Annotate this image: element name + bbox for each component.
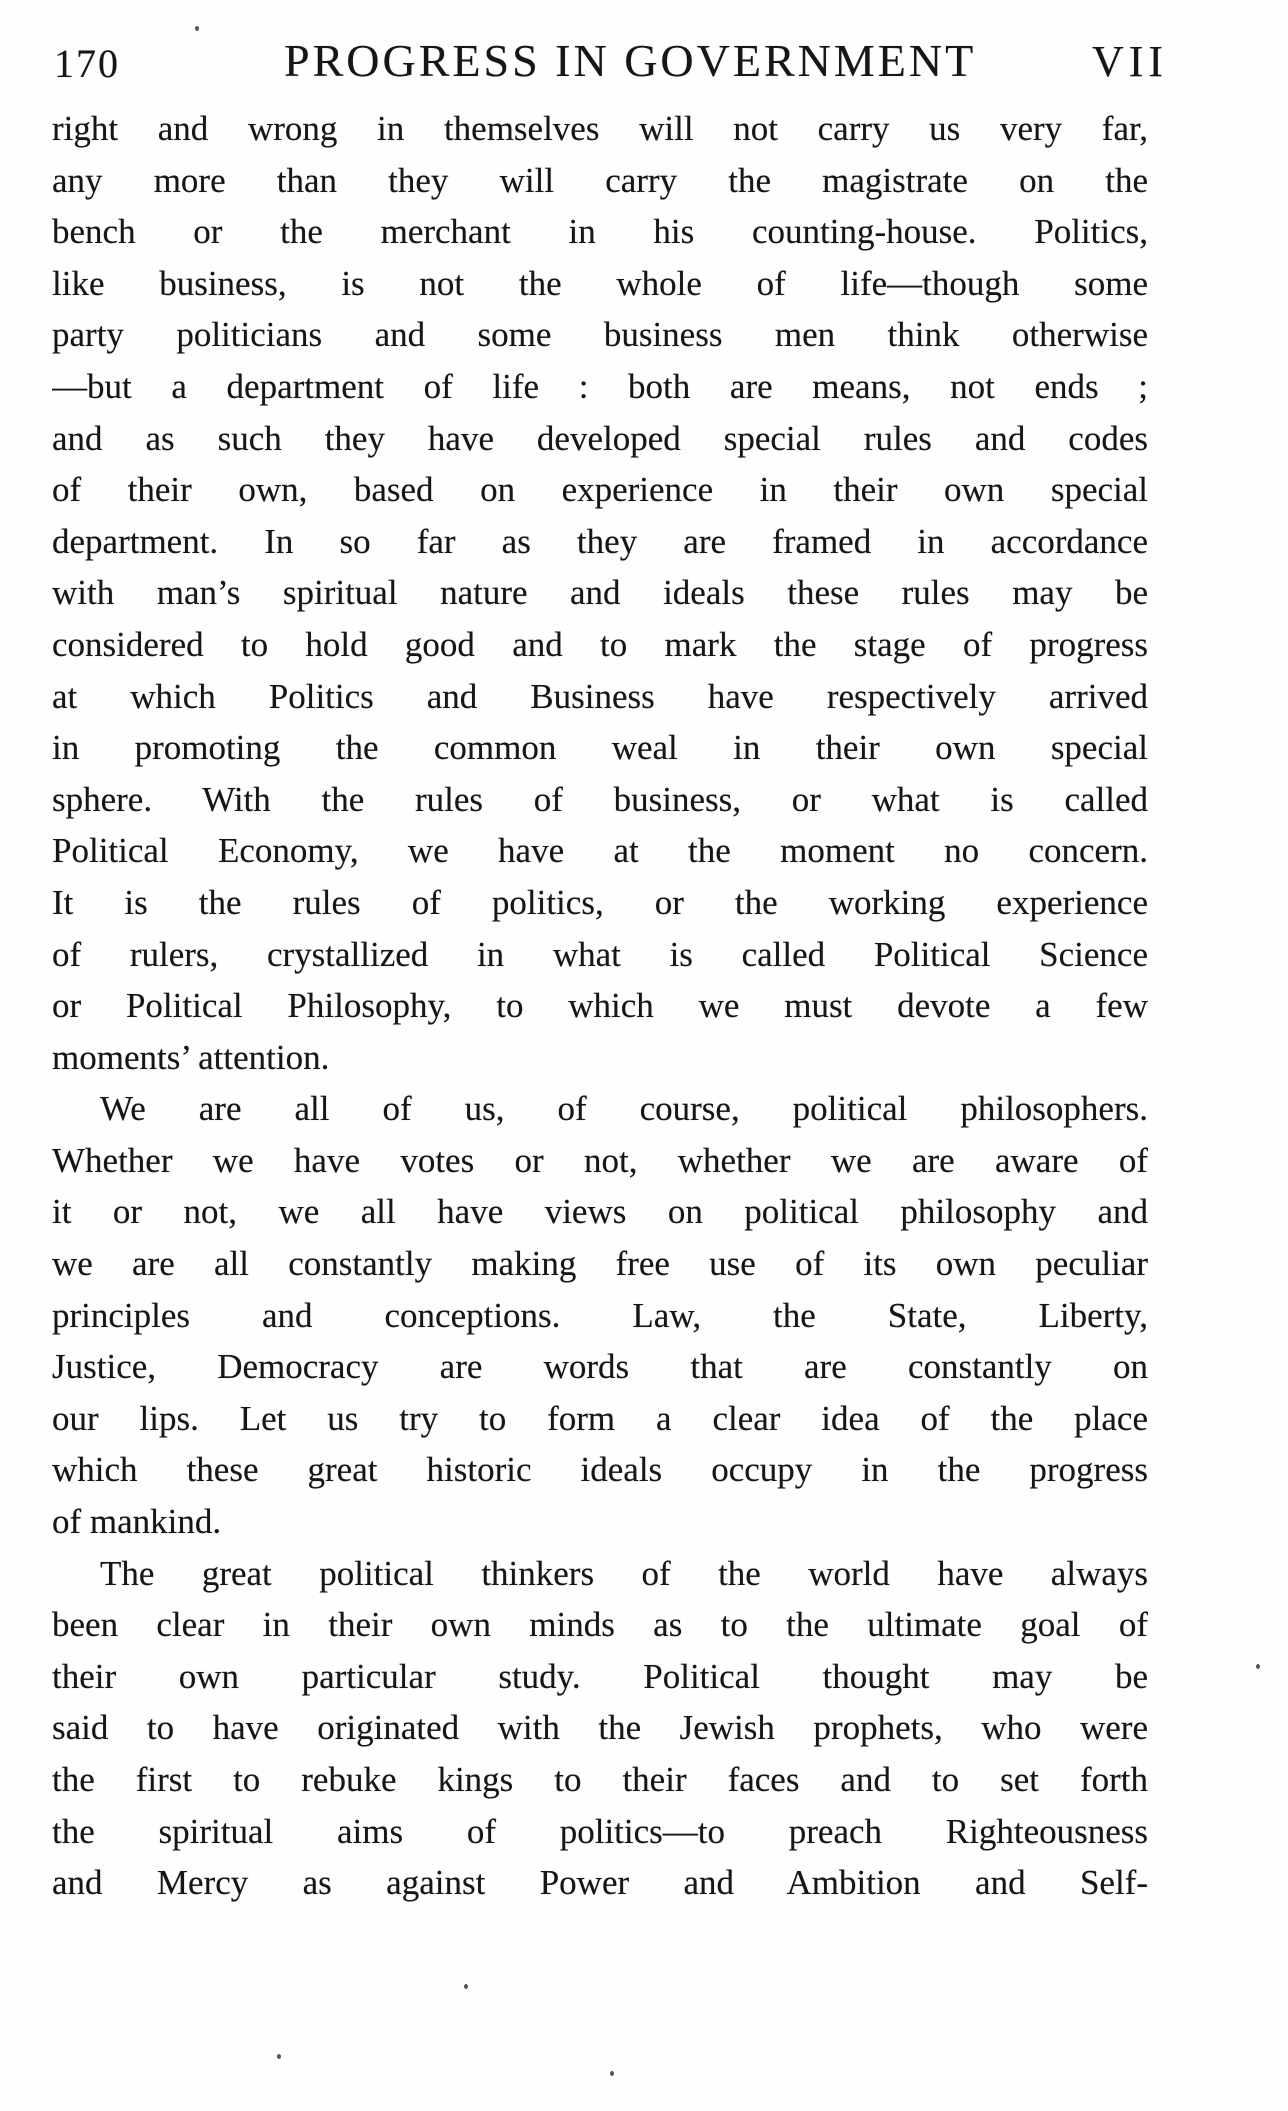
text-line: the spiritual aims of politics—to preach Righteousness [52,1811,1148,1851]
text-line: Political Economy, we have at the moment no concern. [52,831,1148,871]
text-line: of mankind. [52,1502,222,1542]
text-line: considered to hold good and to mark the stage of progress [52,624,1148,664]
text-line: we are all constantly making free use of its own peculiar [52,1244,1148,1284]
chapter-numeral: VII [1092,37,1169,86]
text-line: or Political Philosophy, to which we must devote a few [52,986,1148,1026]
text-line: The great political thinkers of the world have always [100,1553,1148,1593]
text-line: sphere. With the rules of business, or what is called [52,779,1148,819]
text-line: —but a department of life : both are means, not ends ; [52,366,1148,406]
text-line: principles and conceptions. Law, the State, Liberty, [52,1295,1148,1335]
text-line: said to have originated with the Jewish prophets, who were [52,1708,1148,1748]
scan-speck [610,2071,614,2076]
text-line: in promoting the common weal in their own special [52,728,1148,768]
text-line: with man’s spiritual nature and ideals these rules may be [52,573,1148,613]
text-line: It is the rules of politics, or the working experience [52,882,1148,922]
text-line: of their own, based on experience in their own special [52,470,1148,510]
text-line: right and wrong in themselves will not carry us very far, [52,109,1148,148]
text-line: any more than they will carry the magistrate on the [52,160,1148,200]
text-line: department. In so far as they are framed in accordance [52,521,1148,561]
text-line: party politicians and some business men think otherwise [52,315,1148,355]
text-line: bench or the merchant in his counting-house. Politics, [52,212,1148,252]
text-line: and as such they have developed special rules and codes [52,418,1148,458]
text-line: We are all of us, of course, political philosophers. [100,1089,1148,1129]
running-title: PROGRESS IN GOVERNMENT [284,35,977,86]
text-line: like business, is not the whole of life—though some [52,263,1148,303]
paragraph [52,103,1148,1083]
text-line: and Mercy as against Power and Ambition and Self- [52,1863,1148,1903]
running-header [0,30,1288,90]
scan-speck [195,26,199,31]
text-line: our lips. Let us try to form a clear idea of the place [52,1398,1148,1438]
text-line: at which Politics and Business have respectively arrived [52,676,1148,716]
scan-speck [1256,1664,1260,1669]
scan-speck [277,2054,281,2059]
paragraph [52,1548,1148,1909]
text-line: Whether we have votes or not, whether we are aware of [52,1140,1148,1180]
text-line: Justice, Democracy are words that are constantly on [52,1347,1148,1387]
page-number: 170 [54,41,120,86]
text-line: moments’ attention. [52,1037,330,1077]
page-body [52,103,1148,1909]
scan-speck [464,1984,468,1989]
paragraph [52,1083,1148,1547]
text-line: which these great historic ideals occupy in the progress [52,1450,1148,1490]
text-line: been clear in their own minds as to the ultimate goal of [52,1605,1148,1645]
text-line: the first to rebuke kings to their faces and to set forth [52,1760,1148,1799]
text-line: their own particular study. Political thought may be [52,1656,1148,1696]
text-line: of rulers, crystallized in what is called Political Science [52,934,1148,974]
text-line: it or not, we all have views on political philosophy and [52,1192,1148,1232]
